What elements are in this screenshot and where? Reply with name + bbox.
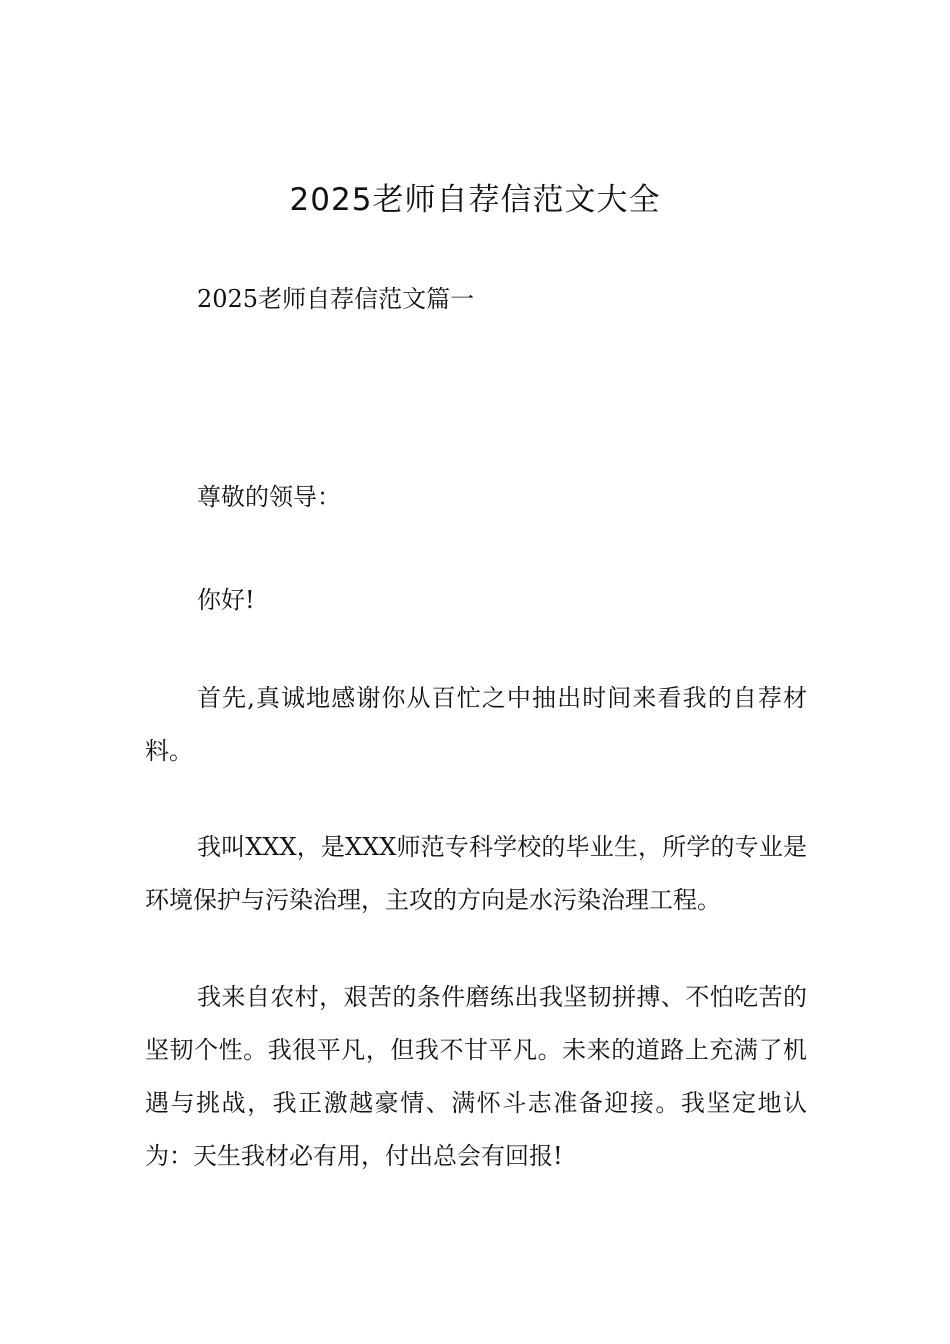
document-title: 2025老师自荐信范文大全 xyxy=(289,182,661,218)
salutation: 尊敬的领导： xyxy=(197,483,341,511)
paragraph-1: 首先,真诚地感谢你从百忙之中抽出时间来看我的自荐材料。 xyxy=(145,684,807,765)
greeting: 你好! xyxy=(197,586,255,614)
section-heading: 2025老师自荐信范文篇一 xyxy=(197,285,475,313)
paragraph-3: 我来自农村，艰苦的条件磨练出我坚韧拼搏、不怕吃苦的坚韧个性。我很平凡，但我不甘平凡。未来的道路上充满了机遇与挑战，我正激越豪情、满怀斗志准备迎接。我坚定地认为：天生我材必有用，付出总会有回报! xyxy=(145,983,807,1170)
paragraph-2: 我叫XXX，是XXX师范专科学校的毕业生，所学的专业是环境保护与污染治理，主攻的方向是水污染治理工程。 xyxy=(145,833,807,914)
